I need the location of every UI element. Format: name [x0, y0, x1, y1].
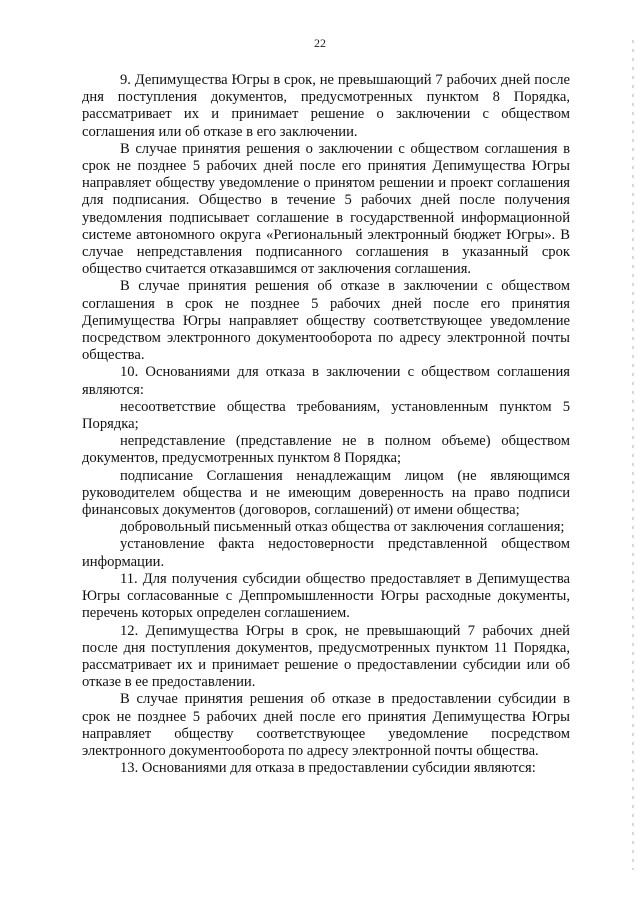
scan-edge-marks	[632, 40, 634, 870]
paragraph: В случае принятия решения об отказе в предоставлении субсидии в срок не позднее 5 рабочих дней после его принятия Депимущества Югры направляет обществу соответствующее уведомление посредством электронного документооборота по адресу электронной почты общества.	[82, 691, 570, 759]
paragraph: 11. Для получения субсидии общество предоставляет в Депимущества Югры согласованные с Деппромышленности Югры расходные документы, перечень которых определен соглашением.	[82, 570, 570, 622]
list-item: добровольный письменный отказ общества от заключения соглашения;	[120, 519, 565, 536]
paragraph: 10. Основаниями для отказа в заключении с обществом соглашения являются:	[82, 364, 570, 398]
list-item: установление факта недостоверности представленной обществом информации.	[82, 536, 570, 570]
paragraph: 9. Депимущества Югры в срок, не превышающий 7 рабочих дней после дня поступления документов, предусмотренных пунктом 8 Порядка, рассматривает их и принимает решение о заключении с обществом соглашения или об отказе в его заключении.	[82, 72, 570, 140]
list-item: непредставление (представление не в полном объеме) обществом документов, предусмотренных пунктом 8 Порядка;	[82, 433, 570, 467]
paragraph: 12. Депимущества Югры в срок, не превышающий 7 рабочих дней после дня поступления документов, предусмотренных пунктом 11 Порядка, рассматривает их и принимает решение о предоставлении субсидии или об отказе в ее предоставлении.	[82, 622, 570, 691]
paragraph: В случае принятия решения об отказе в заключении с обществом соглашения в срок не позднее 5 рабочих дней после его принятия Депимущества Югры направляет обществу соответствующее уведомление посредством электронного документооборота по адресу электронной почты общества.	[82, 278, 570, 364]
list-item: несоответствие общества требованиям, установленным пунктом 5 Порядка;	[82, 398, 570, 433]
paragraph: 13. Основаниями для отказа в предоставлении субсидии являются:	[120, 760, 536, 777]
page-number: 22	[314, 36, 326, 50]
document-body	[82, 72, 570, 777]
paragraph: В случае принятия решения о заключении с обществом соглашения в срок не позднее 5 рабочих дней после его принятия Депимущества Югры направляет обществу уведомление о принятом решении и проект соглашения для подписания. Общество в течение 5 рабочих дней после получения уведомления подписывает соглашение в государственной информационной системе автономного округа «Региональный электронный бюджет Югры». В случае непредставления подписанного соглашения в указанный срок общество считается отказавшимся от заключения соглашения.	[82, 140, 570, 278]
list-item: подписание Соглашения ненадлежащим лицом (не являющимся руководителем общества и не имеющим доверенность на право подписи финансовых документов (договоров, соглашений) от имени общества;	[82, 467, 570, 519]
